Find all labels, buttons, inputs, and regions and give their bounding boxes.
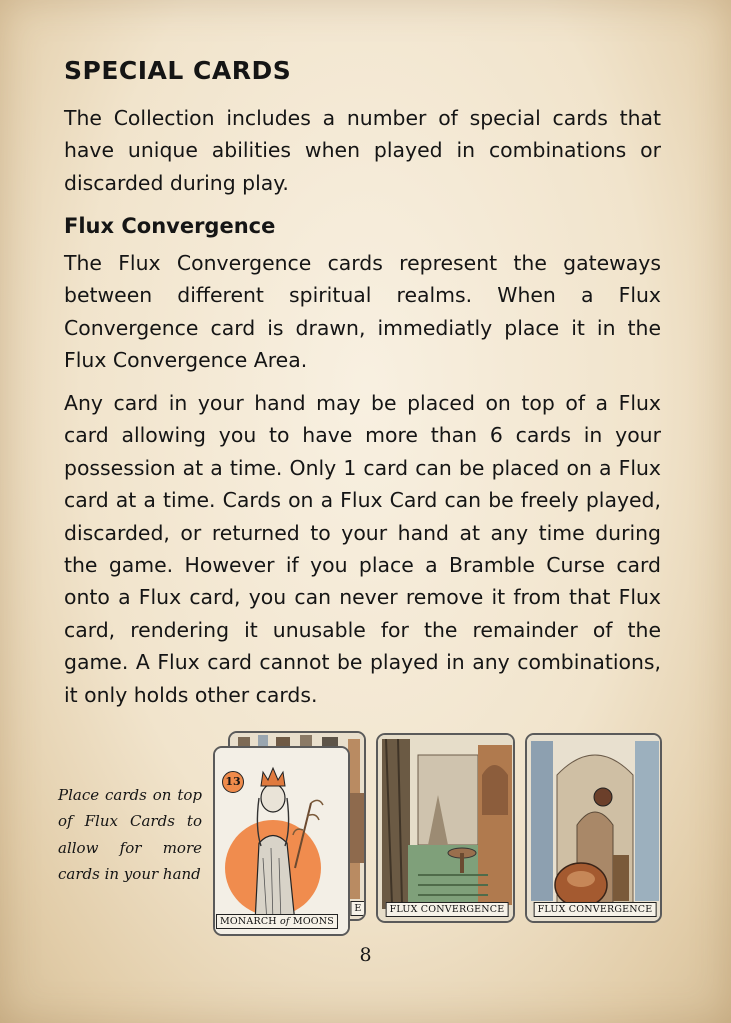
page-title: SPECIAL CARDS <box>64 56 292 85</box>
monarch-of-moons-card <box>213 746 350 936</box>
flux-card-2-label: FLUX CONVERGENCE <box>534 902 657 917</box>
flux-card-1-art <box>378 735 515 923</box>
card-number-badge: 13 <box>222 771 244 793</box>
page-number: 8 <box>359 944 372 966</box>
flux-card-1-label: FLUX CONVERGENCE <box>386 902 509 917</box>
flux-card-2-art <box>527 735 662 923</box>
flux-convergence-card-2 <box>525 733 662 923</box>
intro-paragraph: The Collection includes a number of special cards that have unique abilities when played in combinations or discarded during play. <box>64 106 661 195</box>
flux-rules-paragraph: Any card in your hand may be placed on top of a Flux card allowing you to have more than 6 cards in your possession at a time. Only 1 card can be placed on a Flux card at a time. Cards on a Flux Card can be freely played, discarded, or returned to your hand at any time during the game. However if you place a Bramble Curse card onto a Flux card, you can never remove it from that Flux card, rendering it unusable for the remainder of the game. A Flux card cannot be played in any combinations, it only holds other cards. <box>64 391 661 707</box>
section-heading: Flux Convergence <box>64 214 276 238</box>
monarch-card-label: MONARCH of MOONS <box>216 914 338 929</box>
flux-description-paragraph: The Flux Convergence cards represent the gateways between different spiritual realms. When a Flux Convergence card is drawn, immediatly place it in the Flux Convergence Area. <box>64 251 661 373</box>
flux-convergence-card-1 <box>376 733 515 923</box>
illustration-caption: Place cards on top of Flux Cards to allow for more cards in your hand <box>58 786 202 884</box>
underlying-card-label: E <box>350 901 365 916</box>
